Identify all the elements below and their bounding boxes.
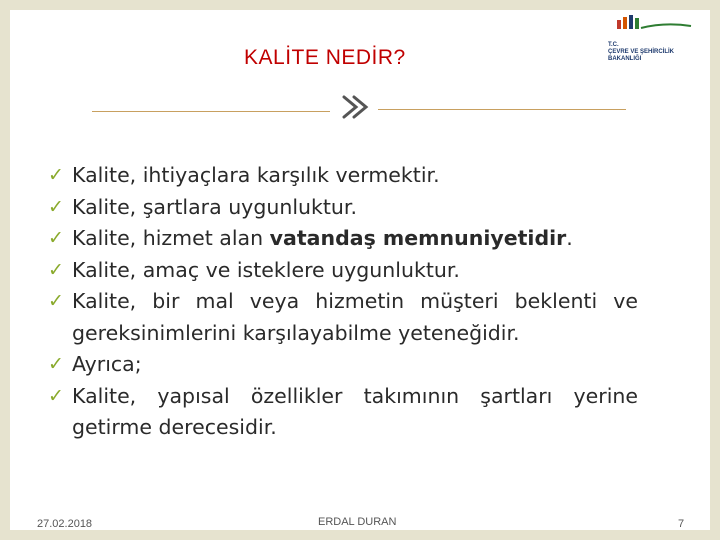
logo-line: BAKANLIĞI: [608, 56, 642, 62]
bullet-item: [48, 192, 638, 224]
bullet-item: [48, 349, 638, 381]
bullet-text: Kalite, yapısal özellikler takımının şartları yerine getirme derecesidir.: [72, 383, 638, 439]
check-icon: ✓: [48, 290, 64, 312]
divider-line-left: [92, 111, 330, 112]
chevron-quote-icon: [340, 94, 374, 120]
bullet-item: [48, 286, 638, 349]
logo-line: ÇEVRE VE ŞEHİRCİLİK: [608, 49, 675, 55]
bullet-item: [48, 381, 638, 444]
logo-line: T.C.: [608, 42, 619, 48]
bullet-item: [48, 223, 638, 255]
bullet-text: Ayrıca;: [72, 352, 142, 376]
footer-author: ERDAL DURAN: [318, 516, 397, 528]
bullet-text-suffix: .: [566, 226, 573, 250]
footer-date: 27.02.2018: [37, 518, 93, 530]
bullet-text: Kalite, amaç ve isteklere uygunluktur.: [72, 257, 460, 282]
check-icon: ✓: [48, 164, 64, 186]
bullet-text: Kalite, bir mal veya hizmetin müşteri beklenti ve gereksinimlerini karşılayabilme yeteneğidir.: [72, 289, 638, 345]
slide-title: KALİTE NEDİR?: [244, 46, 406, 69]
check-icon: ✓: [48, 227, 64, 249]
check-icon: ✓: [48, 384, 64, 407]
logo-text: [608, 42, 708, 63]
bullet-item: [48, 255, 638, 287]
bullet-text-bold: vatandaş memnuniyetidir: [269, 226, 567, 250]
bullet-text-prefix: Kalite, hizmet alan: [72, 226, 270, 250]
divider-line-right: [378, 109, 626, 110]
check-icon: ✓: [48, 353, 64, 375]
check-icon: ✓: [48, 258, 64, 281]
page-number: 7: [678, 518, 685, 530]
bullet-list: [48, 160, 638, 444]
check-icon: ✓: [48, 195, 64, 218]
bullet-text: Kalite, şartlara uygunluktur.: [72, 194, 357, 219]
bullet-text: Kalite, ihtiyaçlara karşılık vermektir.: [72, 163, 440, 187]
bullet-item: [48, 160, 638, 192]
